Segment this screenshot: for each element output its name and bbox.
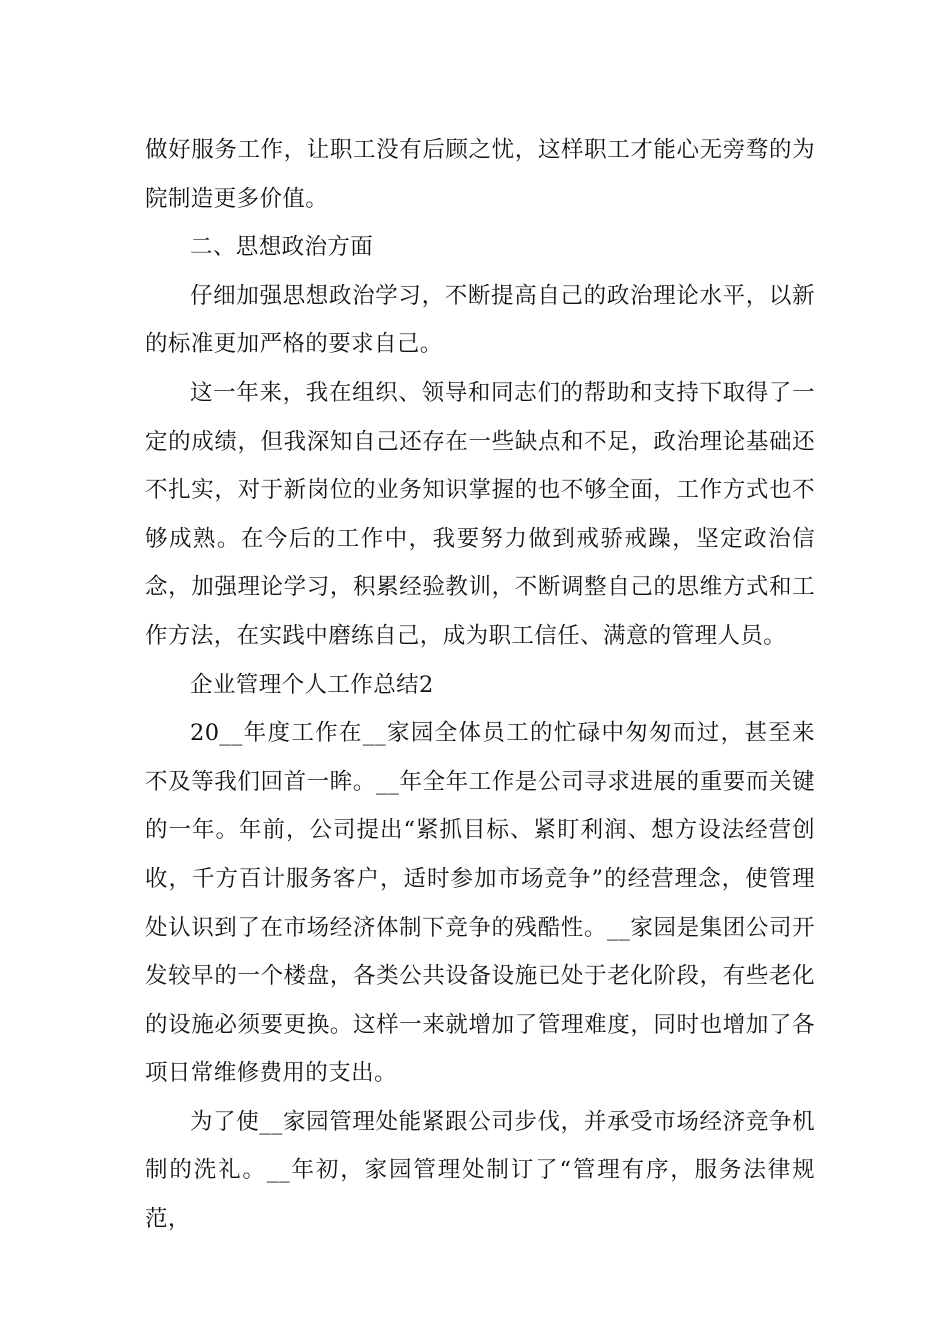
document-body bbox=[145, 126, 815, 1244]
paragraph-reflection: 这一年来，我在组织、领导和同志们的帮助和支持下取得了一定的成绩，但我深知自己还存在一些缺点和不足，政治理论基础还不扎实，对于新岗位的业务知识掌握的也不够全面，工作方式也不够成熟。在今后的工作中，我要努力做到戒骄戒躁，坚定政治信念，加强理论学习，积累经验教训，不断调整自己的思维方式和工作方法，在实践中磨练自己，成为职工信任、满意的管理人员。 bbox=[145, 379, 815, 649]
section-heading-summary-2: 企业管理个人工作总结2 bbox=[190, 671, 434, 698]
paragraph-management-plan: 为了使__家园管理处能紧跟公司步伐，并承受市场经济竞争机制的洗礼。__年初，家园管理处制订了“管理有序，服务法律规范， bbox=[145, 1108, 815, 1233]
paragraph-continuation: 做好服务工作，让职工没有后顾之忧，这样职工才能心无旁骛的为院制造更多价值。 bbox=[145, 137, 815, 212]
paragraph-study: 仔细加强思想政治学习，不断提高自己的政治理论水平，以新的标准更加严格的要求自己。 bbox=[145, 282, 815, 358]
section-heading-ideology: 二、思想政治方面 bbox=[190, 234, 374, 261]
paragraph-annual-work: 20__年度工作在__家园全体员工的忙碌中匆匆而过，甚至来不及等我们回首一眸。__年全年工作是公司寻求进展的重要而关键的一年。年前，公司提出“紧抓目标、紧盯利润、想方设法经营创收，千方百计服务客户，适时参加市场竞争”的经营理念，使管理处认识到了在市场经济体制下竞争的残酷性。__家园是集团公司开发较早的一个楼盘，各类公共设备设施已处于老化阶段，有些老化的设施必须要更换。这样一来就增加了管理难度，同时也增加了各项日常维修费用的支出。 bbox=[145, 720, 815, 1087]
